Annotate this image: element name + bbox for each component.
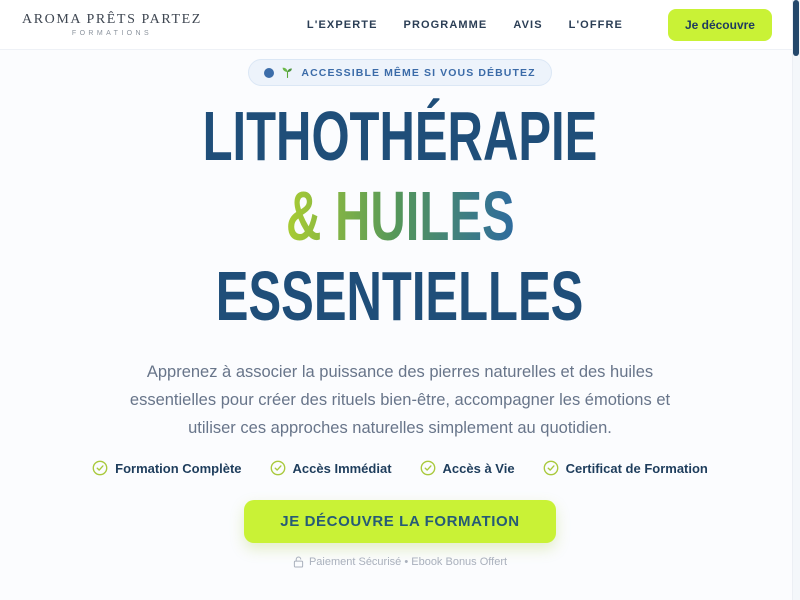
trust-footnote xyxy=(0,556,800,568)
nav-item-avis[interactable]: AVIS xyxy=(513,18,543,31)
feature-label: Certificat de Formation xyxy=(565,460,708,476)
feature-label: Accès à Vie xyxy=(442,460,515,476)
accessibility-badge-label: ACCESSIBLE MÊME SI VOUS DÉBUTEZ xyxy=(301,66,536,79)
feature-acces-immediat xyxy=(270,460,392,476)
status-dot-icon xyxy=(264,68,274,78)
scrollbar-track[interactable] xyxy=(792,0,800,600)
hero-title-line-2: & HUILES xyxy=(285,177,515,255)
lock-icon xyxy=(293,556,304,568)
feature-acces-a-vie xyxy=(420,460,515,476)
nav-item-offre[interactable]: L'OFFRE xyxy=(568,18,623,31)
hero-section xyxy=(0,50,800,568)
trust-footnote-text: Paiement Sécurisé • Ebook Bonus Offert xyxy=(308,556,508,568)
brand-tagline: FORMATIONS xyxy=(71,30,153,37)
feature-certificat xyxy=(543,460,708,476)
nav-item-programme[interactable]: PROGRAMME xyxy=(403,18,488,31)
nav-item-experte[interactable]: L'EXPERTE xyxy=(306,18,378,31)
scrollbar-thumb[interactable] xyxy=(793,0,799,56)
hero-title xyxy=(0,96,800,336)
feature-formation-complete xyxy=(92,460,241,476)
brand-logo[interactable] xyxy=(22,12,202,37)
hero-title-line-1: LITHOTHÉRAPIE xyxy=(202,97,598,175)
seedling-icon xyxy=(281,66,294,79)
feature-label: Accès Immédiat xyxy=(292,460,392,476)
brand-name: AROMA PRÊTS PARTEZ xyxy=(22,12,202,27)
hero-title-line-3: ESSENTIELLES xyxy=(216,257,584,335)
check-circle-icon xyxy=(92,460,108,476)
main-nav xyxy=(307,19,623,31)
site-header xyxy=(0,0,800,50)
check-circle-icon xyxy=(543,460,559,476)
hero-description: Apprenez à associer la puissance des pierres naturelles et des huiles essentielles pour créer des rituels bien-être, accompagner les émotions et utiliser ces approches naturelles simplement au quotidien. xyxy=(129,363,671,437)
discover-formation-button[interactable]: JE DÉCOUVRE LA FORMATION xyxy=(244,500,555,543)
header-cta-button[interactable]: Je découvre xyxy=(668,9,772,41)
check-circle-icon xyxy=(420,460,436,476)
check-circle-icon xyxy=(270,460,286,476)
feature-list xyxy=(0,460,800,476)
accessibility-badge xyxy=(248,59,551,86)
feature-label: Formation Complète xyxy=(115,460,242,476)
